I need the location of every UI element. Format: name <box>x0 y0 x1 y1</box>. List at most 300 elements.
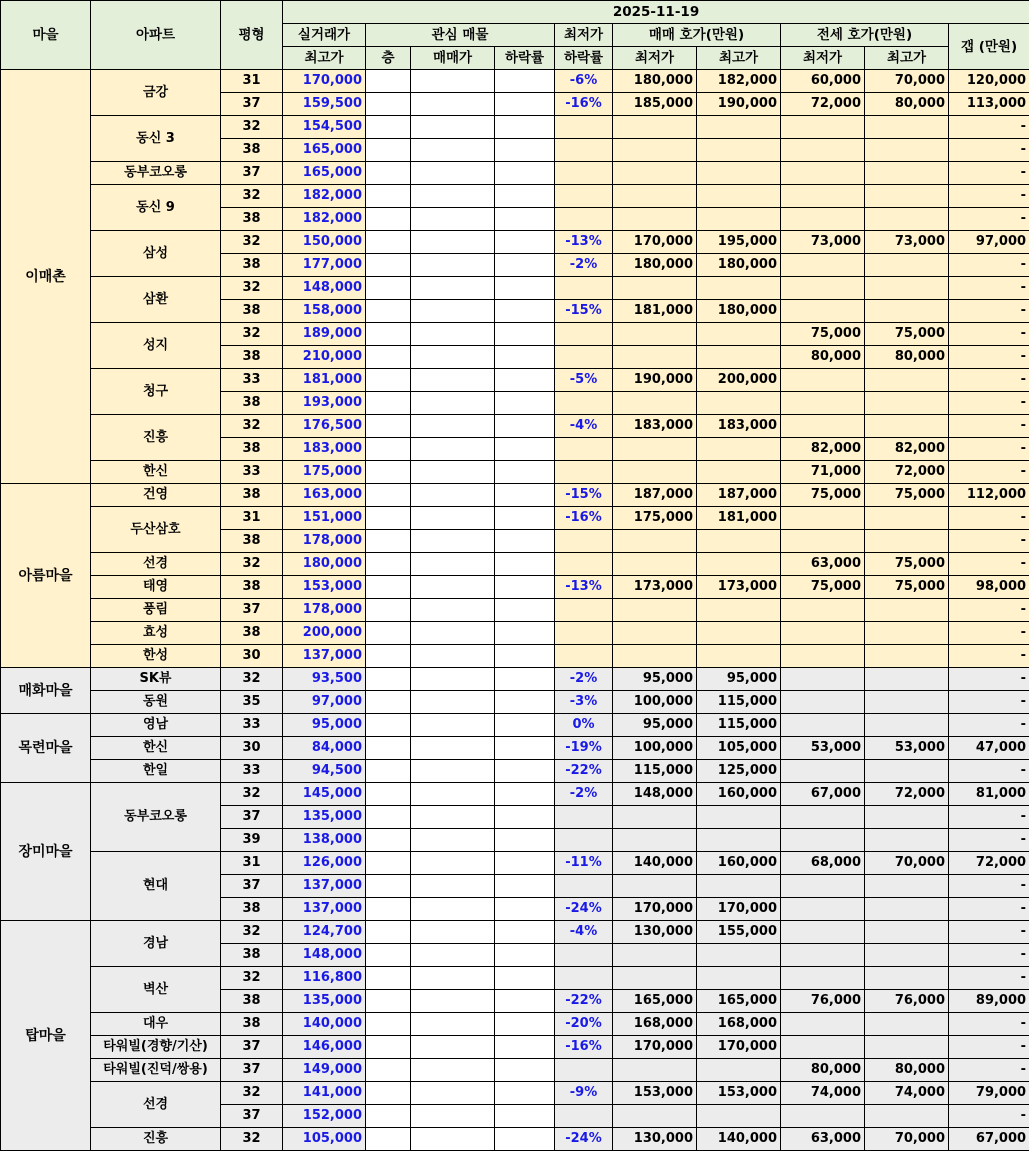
sale-lowest-cell <box>613 806 697 829</box>
table-row <box>1 967 1029 990</box>
interest-sale-price-cell <box>411 990 495 1013</box>
lowest-drop-rate-cell <box>555 645 613 668</box>
jeonse-lowest-cell: 67,000 <box>781 783 865 806</box>
floor-cell <box>366 254 411 277</box>
jeonse-highest-cell: 80,000 <box>865 1059 949 1082</box>
interest-sale-price-cell <box>411 70 495 93</box>
sale-lowest-cell: 100,000 <box>613 737 697 760</box>
interest-sale-price-cell <box>411 760 495 783</box>
sale-lowest-cell <box>613 346 697 369</box>
jeonse-highest-cell: 73,000 <box>865 231 949 254</box>
lowest-drop-rate-cell: -9% <box>555 1082 613 1105</box>
interest-drop-rate-cell <box>495 93 555 116</box>
interest-drop-rate-cell <box>495 1059 555 1082</box>
apartment-name: 삼환 <box>91 277 221 323</box>
table-row <box>1 760 1029 783</box>
lowest-drop-rate-cell <box>555 438 613 461</box>
floor-cell <box>366 231 411 254</box>
interest-sale-price-cell <box>411 300 495 323</box>
jeonse-highest-cell <box>865 967 949 990</box>
table-row <box>1 645 1029 668</box>
actual-price-cell: 135,000 <box>283 806 366 829</box>
apartment-name: 선경 <box>91 553 221 576</box>
interest-sale-price-cell <box>411 852 495 875</box>
sale-highest-cell: 195,000 <box>697 231 781 254</box>
jeonse-highest-cell <box>865 599 949 622</box>
actual-price-cell: 210,000 <box>283 346 366 369</box>
lowest-drop-rate-cell <box>555 967 613 990</box>
gap-cell: - <box>949 415 1029 438</box>
gap-cell: 81,000 <box>949 783 1029 806</box>
apartment-name: 동신 3 <box>91 116 221 162</box>
jeonse-highest-cell: 80,000 <box>865 93 949 116</box>
actual-price-cell: 163,000 <box>283 484 366 507</box>
size-cell: 32 <box>221 553 283 576</box>
interest-drop-rate-cell <box>495 806 555 829</box>
actual-price-cell: 178,000 <box>283 599 366 622</box>
sale-highest-cell <box>697 1105 781 1128</box>
size-cell: 37 <box>221 875 283 898</box>
apartment-name: 타워빌(경향/기산) <box>91 1036 221 1059</box>
actual-price-cell: 153,000 <box>283 576 366 599</box>
interest-sale-price-cell <box>411 162 495 185</box>
interest-drop-rate-cell <box>495 231 555 254</box>
actual-price-cell: 148,000 <box>283 277 366 300</box>
jeonse-lowest-cell: 72,000 <box>781 93 865 116</box>
size-cell: 38 <box>221 944 283 967</box>
lowest-drop-rate-cell: -5% <box>555 369 613 392</box>
lowest-drop-rate-cell: 0% <box>555 714 613 737</box>
sale-highest-cell <box>697 1059 781 1082</box>
interest-drop-rate-cell <box>495 139 555 162</box>
sale-highest-cell <box>697 277 781 300</box>
village-name: 장미마을 <box>1 783 91 921</box>
lowest-drop-rate-cell: -16% <box>555 507 613 530</box>
jeonse-lowest-cell: 73,000 <box>781 231 865 254</box>
apartment-name: 성지 <box>91 323 221 369</box>
floor-cell <box>366 392 411 415</box>
lowest-drop-rate-cell: -16% <box>555 1036 613 1059</box>
size-cell: 37 <box>221 162 283 185</box>
floor-cell <box>366 185 411 208</box>
sale-highest-cell: 115,000 <box>697 691 781 714</box>
jeonse-highest-cell: 70,000 <box>865 1128 949 1151</box>
actual-price-cell: 84,000 <box>283 737 366 760</box>
jeonse-highest-cell: 75,000 <box>865 484 949 507</box>
jeonse-highest-cell: 74,000 <box>865 1082 949 1105</box>
lowest-drop-rate-cell <box>555 208 613 231</box>
sale-lowest-cell: 187,000 <box>613 484 697 507</box>
jeonse-lowest-cell: 75,000 <box>781 484 865 507</box>
jeonse-highest-cell <box>865 898 949 921</box>
header-floor: 층 <box>366 47 411 70</box>
sale-highest-cell: 170,000 <box>697 1036 781 1059</box>
interest-sale-price-cell <box>411 392 495 415</box>
interest-sale-price-cell <box>411 1082 495 1105</box>
interest-drop-rate-cell <box>495 346 555 369</box>
interest-drop-rate-cell <box>495 576 555 599</box>
table-row <box>1 116 1029 139</box>
gap-cell: - <box>949 599 1029 622</box>
gap-cell: - <box>949 898 1029 921</box>
floor-cell <box>366 1082 411 1105</box>
actual-price-cell: 138,000 <box>283 829 366 852</box>
sale-highest-cell <box>697 599 781 622</box>
header-interest-listing: 관심 매물 <box>366 24 555 47</box>
sale-lowest-cell <box>613 1105 697 1128</box>
interest-drop-rate-cell <box>495 645 555 668</box>
size-cell: 31 <box>221 70 283 93</box>
size-cell: 32 <box>221 231 283 254</box>
interest-sale-price-cell <box>411 1128 495 1151</box>
interest-drop-rate-cell <box>495 392 555 415</box>
table-row <box>1 714 1029 737</box>
actual-price-cell: 200,000 <box>283 622 366 645</box>
gap-cell: 89,000 <box>949 990 1029 1013</box>
sale-highest-cell <box>697 208 781 231</box>
gap-cell: - <box>949 116 1029 139</box>
interest-sale-price-cell <box>411 208 495 231</box>
sale-lowest-cell <box>613 829 697 852</box>
gap-cell: - <box>949 346 1029 369</box>
jeonse-lowest-cell: 63,000 <box>781 553 865 576</box>
table-row <box>1 599 1029 622</box>
actual-price-cell: 182,000 <box>283 208 366 231</box>
interest-drop-rate-cell <box>495 829 555 852</box>
jeonse-highest-cell: 80,000 <box>865 346 949 369</box>
size-cell: 31 <box>221 852 283 875</box>
jeonse-highest-cell <box>865 415 949 438</box>
actual-price-cell: 159,500 <box>283 93 366 116</box>
interest-drop-rate-cell <box>495 300 555 323</box>
floor-cell <box>366 415 411 438</box>
apartment-name: 진흥 <box>91 1128 221 1151</box>
jeonse-lowest-cell <box>781 162 865 185</box>
table-row <box>1 484 1029 507</box>
sale-highest-cell <box>697 875 781 898</box>
size-cell: 38 <box>221 438 283 461</box>
lowest-drop-rate-cell: -6% <box>555 70 613 93</box>
interest-drop-rate-cell <box>495 944 555 967</box>
size-cell: 38 <box>221 990 283 1013</box>
jeonse-lowest-cell <box>781 806 865 829</box>
floor-cell <box>366 944 411 967</box>
lowest-drop-rate-cell: -16% <box>555 93 613 116</box>
gap-cell: - <box>949 208 1029 231</box>
floor-cell <box>366 921 411 944</box>
jeonse-highest-cell <box>865 1036 949 1059</box>
sale-highest-cell <box>697 530 781 553</box>
sale-highest-cell: 170,000 <box>697 898 781 921</box>
table-body <box>1 70 1029 1151</box>
sale-highest-cell <box>697 622 781 645</box>
sale-highest-cell <box>697 323 781 346</box>
interest-drop-rate-cell <box>495 875 555 898</box>
gap-cell: - <box>949 967 1029 990</box>
sale-lowest-cell <box>613 599 697 622</box>
actual-price-cell: 165,000 <box>283 139 366 162</box>
header-size: 평형 <box>221 1 283 70</box>
size-cell: 38 <box>221 530 283 553</box>
jeonse-highest-cell <box>865 944 949 967</box>
sale-highest-cell <box>697 944 781 967</box>
gap-cell: - <box>949 369 1029 392</box>
gap-cell: 67,000 <box>949 1128 1029 1151</box>
jeonse-highest-cell: 76,000 <box>865 990 949 1013</box>
village-name: 매화마을 <box>1 668 91 714</box>
actual-price-cell: 116,800 <box>283 967 366 990</box>
lowest-drop-rate-cell <box>555 875 613 898</box>
jeonse-lowest-cell: 80,000 <box>781 346 865 369</box>
sale-lowest-cell <box>613 392 697 415</box>
apartment-name: 건영 <box>91 484 221 507</box>
apartment-name: 선경 <box>91 1082 221 1128</box>
actual-price-cell: 177,000 <box>283 254 366 277</box>
actual-price-cell: 146,000 <box>283 1036 366 1059</box>
header-jeonse-ask: 전세 호가(만원) <box>781 24 949 47</box>
floor-cell <box>366 1036 411 1059</box>
sale-highest-cell <box>697 461 781 484</box>
interest-drop-rate-cell <box>495 185 555 208</box>
jeonse-lowest-cell <box>781 300 865 323</box>
actual-price-cell: 137,000 <box>283 898 366 921</box>
jeonse-lowest-cell: 74,000 <box>781 1082 865 1105</box>
gap-cell: - <box>949 185 1029 208</box>
lowest-drop-rate-cell: -2% <box>555 783 613 806</box>
jeonse-highest-cell <box>865 116 949 139</box>
jeonse-highest-cell: 75,000 <box>865 553 949 576</box>
jeonse-highest-cell <box>865 254 949 277</box>
lowest-drop-rate-cell <box>555 622 613 645</box>
floor-cell <box>366 1128 411 1151</box>
lowest-drop-rate-cell <box>555 461 613 484</box>
table-row <box>1 185 1029 208</box>
gap-cell: - <box>949 875 1029 898</box>
jeonse-lowest-cell <box>781 1105 865 1128</box>
floor-cell <box>366 116 411 139</box>
actual-price-cell: 165,000 <box>283 162 366 185</box>
size-cell: 32 <box>221 967 283 990</box>
actual-price-cell: 182,000 <box>283 185 366 208</box>
actual-price-cell: 140,000 <box>283 1013 366 1036</box>
size-cell: 32 <box>221 323 283 346</box>
interest-sale-price-cell <box>411 714 495 737</box>
header-sale-ask: 매매 호가(만원) <box>613 24 781 47</box>
interest-drop-rate-cell <box>495 369 555 392</box>
sale-highest-cell <box>697 116 781 139</box>
interest-drop-rate-cell <box>495 783 555 806</box>
size-cell: 32 <box>221 921 283 944</box>
interest-sale-price-cell <box>411 645 495 668</box>
jeonse-highest-cell <box>865 507 949 530</box>
jeonse-lowest-cell: 75,000 <box>781 576 865 599</box>
actual-price-cell: 175,000 <box>283 461 366 484</box>
floor-cell <box>366 139 411 162</box>
interest-sale-price-cell <box>411 944 495 967</box>
jeonse-lowest-cell <box>781 415 865 438</box>
jeonse-lowest-cell <box>781 369 865 392</box>
interest-sale-price-cell <box>411 415 495 438</box>
sale-lowest-cell: 185,000 <box>613 93 697 116</box>
floor-cell <box>366 990 411 1013</box>
table-row <box>1 277 1029 300</box>
gap-cell: - <box>949 1059 1029 1082</box>
interest-drop-rate-cell <box>495 415 555 438</box>
apartment-name: 효성 <box>91 622 221 645</box>
jeonse-highest-cell <box>865 208 949 231</box>
floor-cell <box>366 300 411 323</box>
size-cell: 37 <box>221 1059 283 1082</box>
sale-lowest-cell <box>613 277 697 300</box>
floor-cell <box>366 599 411 622</box>
floor-cell <box>366 760 411 783</box>
sale-lowest-cell: 130,000 <box>613 921 697 944</box>
lowest-drop-rate-cell <box>555 346 613 369</box>
lowest-drop-rate-cell <box>555 944 613 967</box>
jeonse-lowest-cell <box>781 668 865 691</box>
gap-cell: - <box>949 254 1029 277</box>
size-cell: 33 <box>221 714 283 737</box>
interest-drop-rate-cell <box>495 1128 555 1151</box>
interest-sale-price-cell <box>411 576 495 599</box>
interest-sale-price-cell <box>411 530 495 553</box>
sale-lowest-cell: 165,000 <box>613 990 697 1013</box>
lowest-drop-rate-cell <box>555 277 613 300</box>
size-cell: 38 <box>221 484 283 507</box>
table-row <box>1 553 1029 576</box>
gap-cell: 98,000 <box>949 576 1029 599</box>
actual-price-cell: 178,000 <box>283 530 366 553</box>
interest-drop-rate-cell <box>495 668 555 691</box>
jeonse-lowest-cell <box>781 530 865 553</box>
interest-sale-price-cell <box>411 921 495 944</box>
sale-highest-cell: 105,000 <box>697 737 781 760</box>
size-cell: 39 <box>221 829 283 852</box>
header-jeonse-highest: 최고가 <box>865 47 949 70</box>
interest-drop-rate-cell <box>495 1036 555 1059</box>
interest-sale-price-cell <box>411 116 495 139</box>
actual-price-cell: 152,000 <box>283 1105 366 1128</box>
table-row <box>1 1082 1029 1105</box>
actual-price-cell: 150,000 <box>283 231 366 254</box>
sale-highest-cell: 140,000 <box>697 1128 781 1151</box>
interest-drop-rate-cell <box>495 323 555 346</box>
sale-lowest-cell: 180,000 <box>613 70 697 93</box>
table-row <box>1 576 1029 599</box>
gap-cell: - <box>949 392 1029 415</box>
gap-cell: - <box>949 1036 1029 1059</box>
actual-price-cell: 94,500 <box>283 760 366 783</box>
interest-sale-price-cell <box>411 553 495 576</box>
lowest-drop-rate-cell <box>555 1105 613 1128</box>
table-row <box>1 323 1029 346</box>
table-row <box>1 737 1029 760</box>
lowest-drop-rate-cell: -13% <box>555 576 613 599</box>
interest-drop-rate-cell <box>495 484 555 507</box>
actual-price-cell: 105,000 <box>283 1128 366 1151</box>
jeonse-lowest-cell <box>781 1036 865 1059</box>
lowest-drop-rate-cell: -22% <box>555 760 613 783</box>
size-cell: 32 <box>221 185 283 208</box>
size-cell: 38 <box>221 346 283 369</box>
sale-highest-cell <box>697 645 781 668</box>
size-cell: 38 <box>221 254 283 277</box>
header-village: 마을 <box>1 1 91 70</box>
sale-lowest-cell <box>613 162 697 185</box>
interest-drop-rate-cell <box>495 530 555 553</box>
actual-price-cell: 95,000 <box>283 714 366 737</box>
gap-cell: - <box>949 553 1029 576</box>
jeonse-lowest-cell <box>781 829 865 852</box>
apartment-name: 태영 <box>91 576 221 599</box>
sale-highest-cell <box>697 185 781 208</box>
lowest-drop-rate-cell: -2% <box>555 668 613 691</box>
interest-sale-price-cell <box>411 875 495 898</box>
lowest-drop-rate-cell: -24% <box>555 898 613 921</box>
sale-lowest-cell: 115,000 <box>613 760 697 783</box>
interest-drop-rate-cell <box>495 1082 555 1105</box>
sale-highest-cell: 173,000 <box>697 576 781 599</box>
actual-price-cell: 126,000 <box>283 852 366 875</box>
jeonse-highest-cell <box>865 691 949 714</box>
jeonse-highest-cell <box>865 622 949 645</box>
table-row <box>1 1059 1029 1082</box>
apartment-name: 동원 <box>91 691 221 714</box>
jeonse-lowest-cell: 71,000 <box>781 461 865 484</box>
jeonse-highest-cell <box>865 760 949 783</box>
header-apartment: 아파트 <box>91 1 221 70</box>
jeonse-highest-cell <box>865 277 949 300</box>
actual-price-cell: 124,700 <box>283 921 366 944</box>
gap-cell: - <box>949 323 1029 346</box>
table-row <box>1 691 1029 714</box>
floor-cell <box>366 1059 411 1082</box>
size-cell: 38 <box>221 576 283 599</box>
interest-drop-rate-cell <box>495 116 555 139</box>
gap-cell: - <box>949 829 1029 852</box>
header-date: 2025-11-19 <box>283 1 1029 24</box>
sale-lowest-cell <box>613 1059 697 1082</box>
jeonse-highest-cell <box>865 875 949 898</box>
table-row <box>1 622 1029 645</box>
interest-sale-price-cell <box>411 1105 495 1128</box>
sale-highest-cell <box>697 553 781 576</box>
floor-cell <box>366 829 411 852</box>
interest-sale-price-cell <box>411 369 495 392</box>
actual-price-cell: 154,500 <box>283 116 366 139</box>
actual-price-cell: 181,000 <box>283 369 366 392</box>
gap-cell: - <box>949 1105 1029 1128</box>
table-row <box>1 162 1029 185</box>
sale-lowest-cell: 168,000 <box>613 1013 697 1036</box>
apartment-name: 경남 <box>91 921 221 967</box>
floor-cell <box>366 70 411 93</box>
actual-price-cell: 148,000 <box>283 944 366 967</box>
interest-drop-rate-cell <box>495 254 555 277</box>
size-cell: 38 <box>221 622 283 645</box>
interest-sale-price-cell <box>411 277 495 300</box>
lowest-drop-rate-cell: -3% <box>555 691 613 714</box>
apartment-name: 벽산 <box>91 967 221 1013</box>
gap-cell: - <box>949 714 1029 737</box>
apartment-name: 두산삼호 <box>91 507 221 553</box>
interest-drop-rate-cell <box>495 277 555 300</box>
interest-drop-rate-cell <box>495 898 555 921</box>
size-cell: 30 <box>221 737 283 760</box>
interest-drop-rate-cell <box>495 852 555 875</box>
size-cell: 38 <box>221 392 283 415</box>
interest-drop-rate-cell <box>495 921 555 944</box>
